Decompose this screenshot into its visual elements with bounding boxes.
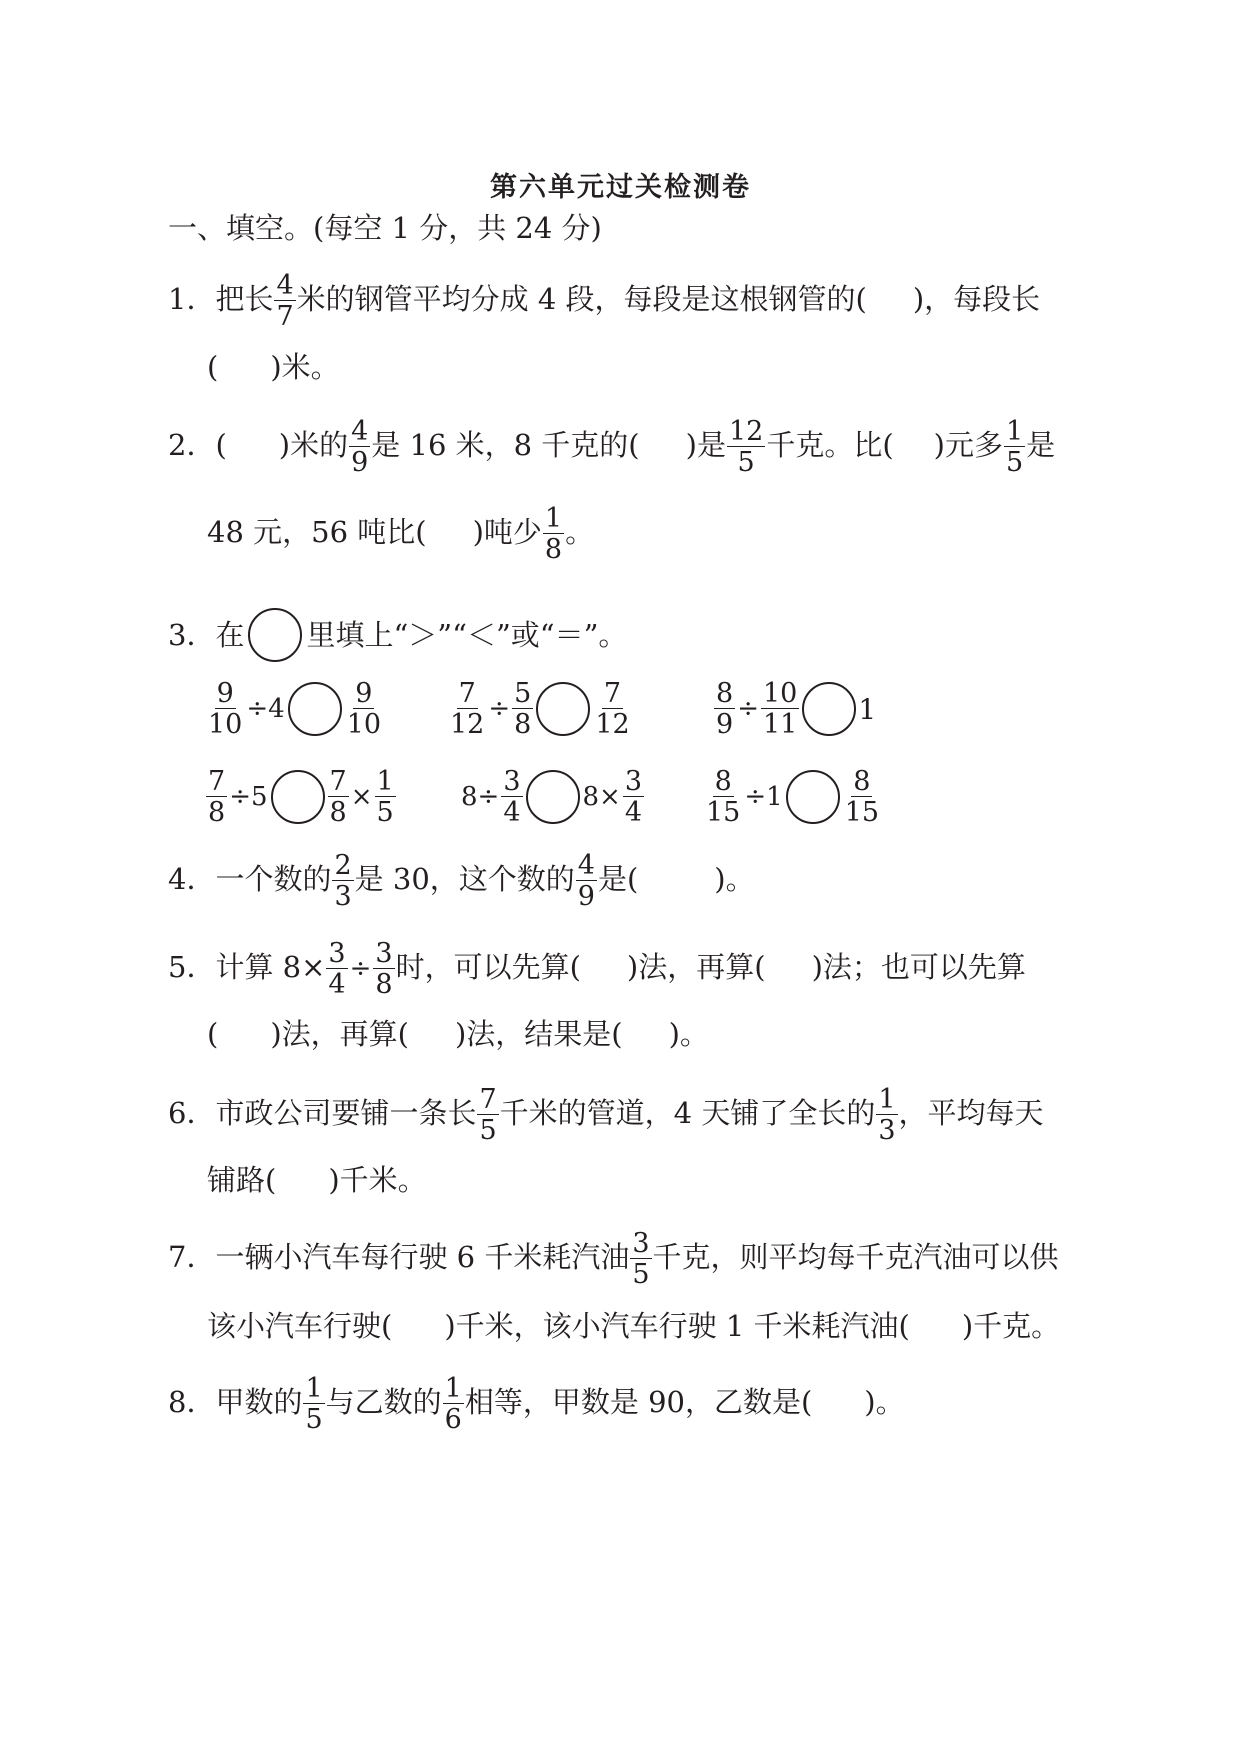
numerator: 1: [544, 503, 563, 534]
denominator: 9: [716, 709, 734, 740]
denominator: 10: [208, 709, 243, 740]
denominator: 10: [346, 709, 382, 740]
fraction: [206, 680, 244, 738]
denominator: 5: [1005, 447, 1024, 478]
text: )法；也可以先算: [811, 950, 1026, 984]
operator: ÷4: [246, 694, 285, 724]
text: )法，再算(: [270, 1017, 409, 1051]
denominator: 8: [375, 969, 393, 1000]
text: 相等，甲数是 90，乙数是(: [464, 1385, 813, 1419]
fraction: [373, 940, 394, 998]
numerator: 1: [444, 1373, 462, 1404]
question-7-line-1: [168, 1230, 1059, 1288]
numerator: 12: [728, 416, 764, 447]
operator: ÷: [737, 694, 759, 724]
numerator: 3: [632, 1228, 650, 1259]
numerator: 5: [514, 678, 532, 709]
text: 千米的管道，4 天铺了全长的: [499, 1096, 876, 1130]
numerator: 3: [503, 766, 521, 797]
question-1-line-1: [168, 272, 1040, 330]
fraction: [623, 768, 644, 826]
fraction: [512, 680, 533, 738]
text: )。: [714, 862, 755, 896]
question-8: [168, 1375, 905, 1433]
numerator: 3: [375, 938, 393, 969]
numerator: 8: [853, 766, 871, 797]
fraction: [328, 768, 349, 826]
fraction: [593, 680, 631, 738]
question-number: 6．: [168, 1096, 216, 1130]
answer-circle[interactable]: [526, 770, 580, 824]
question-5-line-2: [207, 1014, 709, 1054]
denominator: 8: [544, 534, 563, 565]
answer-circle[interactable]: [786, 770, 840, 824]
text: 是 16 米，8 千克的(: [371, 428, 640, 462]
text: 千克，则平均每千克汽油可以供: [652, 1240, 1059, 1274]
numerator: 4: [351, 416, 369, 447]
fraction: [630, 1230, 651, 1288]
text: )米的: [278, 428, 349, 462]
denominator: 4: [624, 797, 643, 828]
numerator: 1: [878, 1084, 896, 1115]
numerator: 1: [376, 766, 394, 797]
question-2-line-2: [207, 505, 594, 563]
answer-circle[interactable]: [536, 682, 590, 736]
question-5-line-1: [168, 940, 1026, 998]
fraction: [206, 768, 227, 826]
numerator: 9: [355, 678, 373, 709]
compare-item-6: [703, 768, 882, 826]
operator: ×: [350, 782, 373, 812]
text: )。: [668, 1017, 709, 1051]
text: 甲数的: [215, 1385, 303, 1419]
number: 1: [858, 692, 877, 726]
operator: ÷1: [744, 782, 783, 812]
question-3-line-1: [168, 608, 627, 662]
denominator: 8: [514, 709, 532, 740]
numerator: 8: [716, 678, 734, 709]
denominator: 15: [706, 797, 741, 828]
fraction: [501, 768, 522, 826]
denominator: 3: [334, 881, 352, 912]
fraction: [332, 852, 353, 910]
text: 米的钢管平均分成 4 段，每段是这根钢管的(: [296, 282, 867, 316]
denominator: 11: [762, 709, 798, 740]
text: 是 30，这个数的: [354, 862, 575, 896]
text: 是: [1026, 428, 1056, 462]
fraction: [876, 1086, 897, 1144]
text: 。: [565, 515, 595, 549]
denominator: 4: [503, 797, 521, 828]
fraction: [303, 1375, 324, 1433]
fraction: [543, 505, 564, 563]
denominator: 7: [276, 301, 294, 332]
comparison-circle-icon: [248, 608, 302, 662]
compare-item-1: [205, 680, 384, 738]
numerator: 4: [577, 850, 595, 881]
numerator: 10: [762, 678, 798, 709]
text: 计算 8×: [215, 950, 326, 984]
text: 在: [215, 618, 245, 652]
operator: 8×: [582, 782, 621, 812]
denominator: 12: [595, 709, 630, 740]
denominator: 8: [329, 797, 347, 828]
question-6-line-2: [207, 1160, 427, 1200]
fraction: [375, 768, 396, 826]
numerator: 1: [305, 1373, 323, 1404]
text: 一个数的: [215, 862, 332, 896]
compare-item-5: [460, 768, 645, 826]
text: )。: [864, 1385, 905, 1419]
fraction: [576, 852, 597, 910]
fraction: [443, 1375, 464, 1433]
question-number: 1．: [168, 282, 216, 316]
text: 是(: [597, 862, 639, 896]
answer-circle[interactable]: [271, 770, 325, 824]
denominator: 15: [844, 797, 880, 828]
text: 铺路(: [207, 1163, 277, 1197]
numerator: 4: [276, 270, 294, 301]
text: )元多: [933, 428, 1003, 462]
text: (: [207, 350, 219, 384]
fraction: [714, 680, 735, 738]
question-7-line-2: [207, 1306, 1060, 1346]
compare-item-3: [713, 680, 876, 738]
denominator: 5: [737, 447, 755, 478]
denominator: 6: [444, 1404, 462, 1435]
fraction: [761, 680, 799, 738]
text: 市政公司要铺一条长: [215, 1096, 477, 1130]
text: )米。: [270, 350, 340, 384]
denominator: 8: [208, 797, 226, 828]
text: 一辆小汽车每行驶 6 千米耗汽油: [215, 1240, 630, 1274]
fraction: [704, 768, 742, 826]
text: 把长: [215, 282, 274, 316]
text: )千米。: [328, 1163, 427, 1197]
fraction: [727, 418, 765, 476]
question-4: [168, 852, 755, 910]
numerator: 7: [329, 766, 347, 797]
question-6-line-1: [168, 1086, 1044, 1144]
numerator: 7: [479, 1084, 497, 1115]
text: )吨少: [472, 515, 542, 549]
denominator: 3: [878, 1115, 896, 1146]
fraction: [345, 680, 383, 738]
denominator: 5: [376, 797, 394, 828]
question-number: 8．: [168, 1385, 216, 1419]
text: )法，再算(: [626, 950, 766, 984]
text: 该小汽车行驶(: [207, 1309, 393, 1343]
text: 时，可以先算(: [395, 950, 581, 984]
answer-circle[interactable]: [288, 682, 342, 736]
answer-circle[interactable]: [802, 682, 856, 736]
denominator: 9: [577, 881, 595, 912]
question-number: 7．: [168, 1240, 216, 1274]
numerator: 9: [216, 678, 234, 709]
text: 千克。比(: [766, 428, 894, 462]
numerator: 7: [603, 678, 622, 709]
operator: 8÷: [461, 782, 500, 812]
numerator: 8: [714, 766, 732, 797]
fraction: [1004, 418, 1025, 476]
text: )千米，该小汽车行驶 1 千米耗汽油(: [444, 1309, 910, 1343]
page-title: 第六单元过关检测卷: [490, 172, 751, 203]
denominator: 12: [450, 709, 485, 740]
text: )法，结果是(: [454, 1017, 623, 1051]
question-number: 4．: [168, 862, 216, 896]
question-number: 5．: [168, 950, 216, 984]
numerator: 3: [328, 938, 346, 969]
fraction: [477, 1086, 498, 1144]
fraction: [349, 418, 370, 476]
fraction: [448, 680, 486, 738]
numerator: 1: [1005, 416, 1024, 447]
text: 与乙数的: [325, 1385, 442, 1419]
fraction: [274, 272, 295, 330]
compare-item-2: [447, 680, 633, 738]
denominator: 4: [328, 969, 346, 1000]
text: 里填上“＞”“＜”或“＝”。: [306, 618, 628, 652]
text: (: [207, 1017, 219, 1051]
numerator: 3: [624, 766, 643, 797]
text: ，平均每天: [898, 1096, 1044, 1130]
denominator: 9: [351, 447, 369, 478]
text: )千克。: [961, 1309, 1061, 1343]
operator: ÷: [349, 954, 372, 984]
denominator: 5: [305, 1404, 323, 1435]
operator: ÷5: [229, 782, 268, 812]
denominator: 5: [479, 1115, 497, 1146]
question-number: 3．: [168, 618, 216, 652]
numerator: 7: [208, 766, 226, 797]
operator: ÷: [488, 694, 511, 724]
numerator: 7: [458, 678, 476, 709]
text: (: [215, 428, 227, 462]
question-1-line-2: [207, 347, 340, 387]
fraction: [843, 768, 881, 826]
section-heading: 一、填空。(每空 1 分，共 24 分): [168, 211, 602, 245]
text: )，每段长: [912, 282, 1041, 316]
fraction: [326, 940, 347, 998]
question-number: 2．: [168, 428, 216, 462]
numerator: 2: [334, 850, 352, 881]
compare-item-4: [205, 768, 397, 826]
text: )是: [685, 428, 726, 462]
question-2-line-1: [168, 418, 1055, 476]
denominator: 5: [632, 1259, 650, 1290]
text: 48 元，56 吨比(: [207, 515, 427, 549]
